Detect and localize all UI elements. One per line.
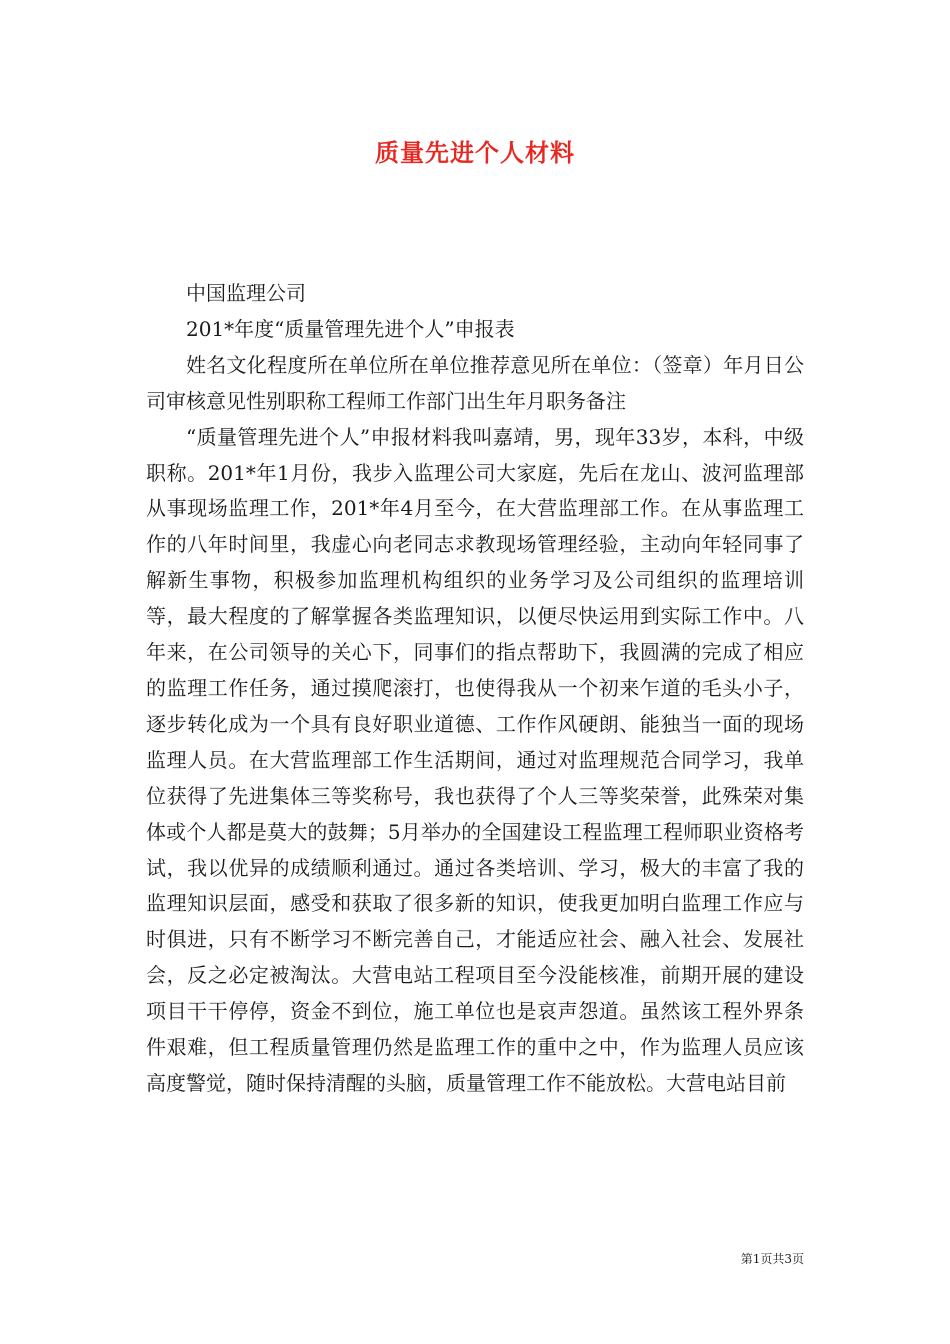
paragraph-company: 中国监理公司 (186, 281, 306, 305)
document-title: 质量先进个人材料 (375, 138, 575, 167)
paragraph-main-content: “质量管理先进个人”申报材料我叫嘉靖，男，现年33岁，本科，中级职称。201*年1月份，我步入监理公司大家庭，先后在龙山、波河监理部从事现场监理工作，201*年4月至今，在大营监理部工作。在从事监理工作的八年时间里，我虚心向老同志求教现场管理经验，主动向年轻同事了解新生事物，积极参加监理机构组织的业务学习及公司组织的监理培训等，最大程度的了解掌握各类监理知识，以便尽快运用到实际工作中。八年来，在公司领导的关心下，同事们的指点帮助下，我圆满的完成了相应的监理工作任务，通过摸爬滚打，也使得我从一个初来乍道的毛头小子，逐步转化成为一个具有良好职业道德、工作作风硬朗、能独当一面的现场监理人员。在大营监理部工作生活期间，通过对监理规范合同学习，我单位获得了先进集体三等奖称号，我也获得了个人三等奖荣誉，此殊荣对集体或个人都是莫大的鼓舞；5月举办的全国建设工程监理工程师职业资格考试，我以优异的成绩顺利通过。通过各类培训、学习，极大的丰富了我的监理知识层面，感受和获取了很多新的知识，使我更加明白监理工作应与时俱进，只有不断学习不断完善自己，才能适应社会、融入社会、发展社会，反之必定被淘汰。大营电站工程项目至今没能核准，前期开展的建设项目干干停停，资金不到位，施工单位也是哀声怨道。虽然该工程外界条件艰难，但工程质量管理仍然是监理工作的重中之中，作为监理人员应该高度警觉，随时保持清醒的头脑，质量管理工作不能放松。大营电站目前 (146, 424, 804, 1095)
document-body (146, 276, 804, 1102)
page-number: 第1页共3页 (740, 1252, 804, 1266)
paragraph-form-fields: 姓名文化程度所在单位所在单位推荐意见所在单位：（签章）年月日公司审核意见性别职称工程师工作部门出生年月职务备注 (146, 352, 804, 413)
paragraph-form-title: 201*年度“质量管理先进个人”申报表 (186, 316, 515, 341)
